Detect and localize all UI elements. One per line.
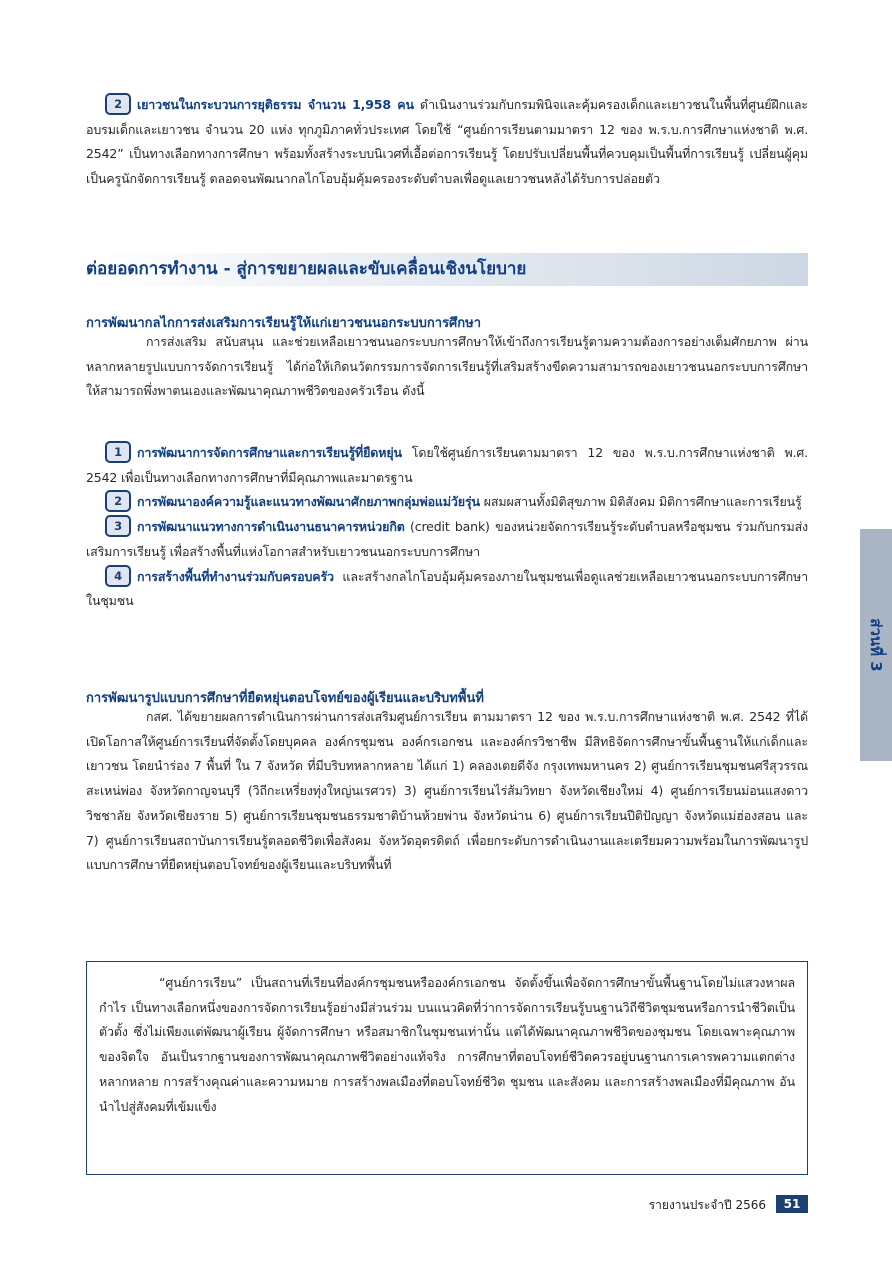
item-number-badge: 3 (105, 515, 131, 537)
item-highlight: การพัฒนาแนวทางการดำเนินงานธนาคารหน่วยกิต (137, 519, 405, 535)
list-item (86, 441, 808, 490)
page-number: 51 (776, 1195, 808, 1213)
subheading-flexible-education: การพัฒนารูปแบบการศึกษาที่ยืดหยุ่นตอบโจทย์ของผู้เรียนและบริบทพื้นที่ (86, 691, 484, 706)
list-item (86, 515, 808, 564)
item-highlight: การสร้างพื้นที่ทำงานร่วมกับครอบครัว (137, 568, 334, 584)
learning-center-definition-box (86, 961, 808, 1175)
item-highlight: การพัฒนาองค์ความรู้และแนวทางพัฒนาศักยภาพกลุ่มพ่อแม่วัยรุ่น (137, 494, 480, 510)
definition-text: “ศูนย์การเรียน” เป็นสถานที่เรียนที่องค์กรชุมชนหรือองค์กรเอกชน จัดตั้งขึ้นเพื่อจัดการศึกษาขั้นพื้นฐานโดยไม่แสวงหาผลกำไร เป็นทางเลือกหนึ่งของการจัดการเรียนรู้อย่างมีส่วนร่วม บนแนวคิดที่ว่าการจัดการเรียนรู้บนฐานวิถีชีวิตชุมชนหรือการนำชีวิตเป็นตัวตั้ง ซึ่งไม่เพียงแต่พัฒนาผู้เรียน ผู้จัดการศึกษา หรือสมาชิกในชุมชนเท่านั้น แต่ได้พัฒนาคุณภาพชีวิตของชุมชน โดยเฉพาะคุณภาพของจิตใจ อันเป็นรากฐานของการพัฒนาคุณภาพชีวิตอย่างแท้จริง การศึกษาที่ตอบโจทย์ชีวิตควรอยู่บนฐานการเคารพความแตกต่างหลากหลาย การสร้างคุณค่าและความหมาย การสร้างพลเมืองที่ตอบโจทย์ชีวิต ชุมชน และสังคม และการสร้างพลเมืองที่มีคุณภาพ อันนำไปสู่สังคมที่เข้มแข็ง (99, 975, 795, 1114)
section-side-tab (860, 529, 892, 761)
item-text: โดยใช้ศูนย์การเรียนตามมาตรา 12 ของ พ.ร.บ.การศึกษาแห่งชาติ พ.ศ. 2542 เพื่อเป็นทางเลือกทางการศึกษาที่มีคุณภาพและมาตรฐาน (86, 445, 808, 485)
intro-paragraph (86, 93, 808, 192)
intro-paragraph-block (86, 93, 808, 192)
footer-report-title: รายงานประจำปี 2566 (648, 1198, 766, 1212)
sub1-items-list (86, 441, 808, 614)
item-number-badge: 1 (105, 441, 131, 463)
item-highlight: การพัฒนาการจัดการศึกษาและการเรียนรู้ที่ยืดหยุ่น (137, 445, 402, 460)
sub1-paragraph-block (86, 330, 808, 404)
item-text: ผสมผสานทั้งมิติสุขภาพ มิติสังคม มิติการศึกษาและการเรียนรู้ (479, 494, 802, 510)
item-text: (credit bank) ของหน่วยจัดการเรียนรู้ระดับตำบลหรือชุมชน ร่วมกับกรมส่งเสริมการเรียนรู้ เพื่อสร้างพื้นที่แห่งโอกาสสำหรับเยาวชนนอกระบบการศึกษา (86, 519, 808, 559)
item-number-badge: 2 (105, 490, 131, 512)
section-title: ต่อยอดการทำงาน - สู่การขยายผลและขับเคลื่อนเชิงนโยบาย (86, 259, 527, 279)
intro-highlight: เยาวชนในกระบวนการยุติธรรม จำนวน 1,958 คน (137, 97, 414, 112)
intro-text: ดำเนินงานร่วมกับกรมพินิจและคุ้มครองเด็กและเยาวชนในพื้นที่ศูนย์ฝึกและอบรมเด็กและเยาวชน จำนวน 20 แห่ง ทุกภูมิภาคทั่วประเทศ โดยใช้ “ศูนย์การเรียนตามมาตรา 12 ของ พ.ร.บ.การศึกษาแห่งชาติ พ.ศ. 2542” เป็นทางเลือกทางการศึกษา พร้อมทั้งสร้างระบบนิเวศที่เอื้อต่อการเรียนรู้ โดยปรับเปลี่ยนพื้นที่ควบคุมเป็นพื้นที่การเรียนรู้ เปลี่ยนผู้คุมเป็นครูนักจัดการเรียนรู้ ตลอดจนพัฒนากลไกโอบอุ้มคุ้มครองระดับตำบลเพื่อดูแลเยาวชนหลังได้รับการปล่อยตัว (86, 97, 808, 187)
list-item (86, 565, 808, 614)
side-tab-label: ส่วนที่ 3 (867, 618, 885, 672)
item-text: และสร้างกลไกโอบอุ้มคุ้มครองภายในชุมชนเพื่อดูแลช่วยเหลือเยาวชนนอกระบบการศึกษาในชุมชน (86, 568, 808, 609)
item-number-badge: 4 (105, 565, 131, 587)
sub1-paragraph: การส่งเสริม สนับสนุน และช่วยเหลือเยาวชนนอกระบบการศึกษาให้เข้าถึงการเรียนรู้ตามความต้องการอย่างเต็มศักยภาพ ผ่านหลากหลายรูปแบบการจัดการเรียนรู้ ได้ก่อให้เกิดนวัตกรรมการจัดการเรียนรู้ที่เสริมสร้างขีดความสามารถของเยาวชนนอกระบบการศึกษา ให้สามารถพึ่งพาตนเองและพัฒนาคุณภาพชีวิตของครัวเรือน ดังนี้ (86, 334, 808, 399)
sub2-paragraph: กสศ. ได้ขยายผลการดำเนินการผ่านการส่งเสริมศูนย์การเรียน ตามมาตรา 12 ของ พ.ร.บ.การศึกษาแห่งชาติ พ.ศ. 2542 ที่ได้เปิดโอกาสให้ศูนย์การเรียนที่จัดตั้งโดยบุคคล องค์กรชุมชน องค์กรเอกชน และองค์กรวิชาชีพ มีสิทธิจัดการศึกษาขั้นพื้นฐานให้แก่เด็กและเยาวชน โดยนำร่อง 7 พื้นที่ ใน 7 จังหวัด ที่มีบริบทหลากหลาย ได้แก่ 1) คลองเตยดีจัง กรุงเทพมหานคร 2) ศูนย์การเรียนชุมชนศรีสุวรรณสะเหน่พ่อง จังหวัดกาญจนบุรี (วิถีกะเหรี่ยงทุ่งใหญ่นเรศวร) 3) ศูนย์การเรียนไร่ส้มวิทยา จังหวัดเชียงใหม่ 4) ศูนย์การเรียนม่อนแสงดาววิชชาลัย จังหวัดเชียงราย 5) ศูนย์การเรียนชุมชนธรรมชาติบ้านห้วยพ่าน จังหวัดน่าน 6) ศูนย์การเรียนปีติปัญญา จังหวัดแม่ฮ่องสอน และ 7) ศูนย์การเรียนสถาบันการเรียนรู้ตลอดชีวิตเพื่อสังคม จังหวัดอุตรดิตถ์ เพื่อยกระดับการดำเนินงานและเตรียมความพร้อมในการพัฒนารูปแบบการศึกษาที่ยืดหยุ่นตอบโจทย์ของผู้เรียนและบริบทพื้นที่ (86, 709, 808, 873)
list-item (86, 490, 808, 515)
page-footer (600, 1195, 808, 1213)
sub2-paragraph-block (86, 705, 808, 878)
subheading-learning-mechanism: การพัฒนากลไกการส่งเสริมการเรียนรู้ให้แก่เยาวชนนอกระบบการศึกษา (86, 316, 482, 331)
section-title-band (86, 253, 808, 286)
item-number-badge: 2 (105, 93, 131, 115)
